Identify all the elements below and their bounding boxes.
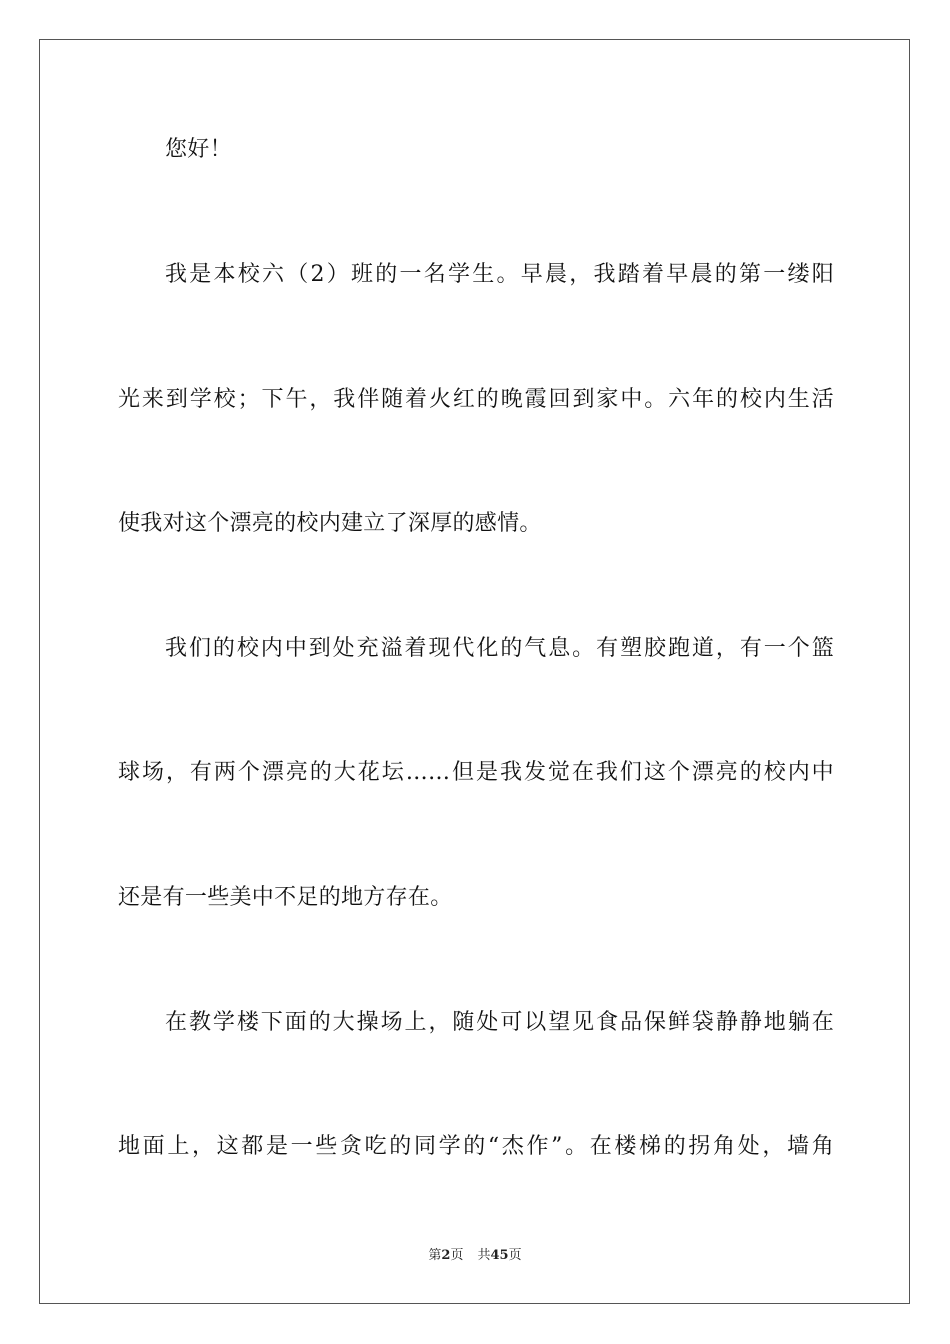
footer-total-prefix: 共 (477, 1248, 491, 1263)
page-border (39, 39, 910, 1304)
page-footer (0, 1247, 950, 1265)
paragraph-1-line-1: 我是本校六（2）班的一名学生。早晨，我踏着早晨的第一缕阳 (165, 262, 834, 287)
paragraph-3-line-1: 在教学楼下面的大操场上，随处可以望见食品保鲜袋静静地躺在 (165, 1010, 834, 1035)
paragraph-1-line-3: 使我对这个漂亮的校内建立了深厚的感情。 (118, 511, 542, 536)
footer-total-suffix: 页 (508, 1248, 522, 1263)
paragraph-2-line-1: 我们的校内中到处充溢着现代化的气息。有塑胶跑道，有一个篮 (165, 636, 834, 661)
footer-page-suffix: 页 (450, 1248, 464, 1263)
paragraph-1-line-2: 光来到学校；下午，我伴随着火红的晚霞回到家中。六年的校内生活 (118, 387, 834, 412)
footer-page-total: 45 (490, 1248, 509, 1263)
paragraph-2-line-3: 还是有一些美中不足的地方存在。 (118, 885, 453, 910)
paragraph-3-line-2: 地面上，这都是一些贪吃的同学的“杰作”。在楼梯的拐角处，墙角 (118, 1134, 834, 1159)
footer-page-prefix: 第 (428, 1248, 442, 1263)
paragraph-2-line-2: 球场，有两个漂亮的大花坛……但是我发觉在我们这个漂亮的校内中 (118, 760, 834, 785)
footer-page-current: 2 (441, 1248, 451, 1263)
paragraph-greeting-line: 您好！ (165, 137, 232, 162)
